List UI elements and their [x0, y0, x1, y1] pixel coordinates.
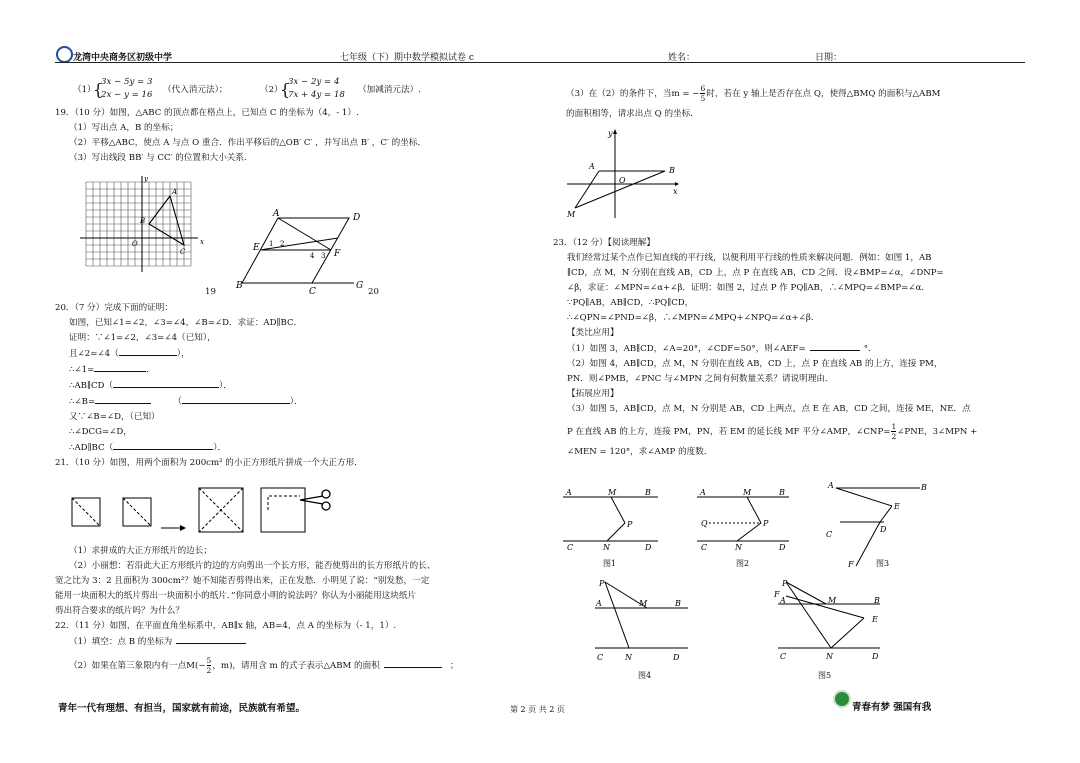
svg-text:A: A [780, 596, 786, 605]
q20-blank3[interactable] [113, 378, 219, 388]
q20-blank4[interactable] [95, 394, 151, 404]
svg-text:B: B [236, 281, 243, 291]
svg-text:B: B [645, 488, 651, 497]
name-label: 姓名： [668, 53, 696, 63]
figure-19-grid [80, 176, 210, 280]
q22-part1: （1）填空：点 B 的坐标为 [55, 634, 545, 650]
svg-text:E: E [253, 243, 260, 253]
svg-text:N: N [826, 652, 833, 661]
svg-text:4: 4 [310, 252, 315, 260]
exam-title: 七年级（下）期中数学模拟试卷 c [340, 53, 474, 63]
svg-text:C: C [780, 652, 787, 661]
q20-stem: 20．（7 分）完成下面的证明： [55, 303, 173, 313]
svg-text:y: y [608, 129, 613, 138]
svg-text:A: A [828, 481, 834, 490]
q21-part2-line2: 宽之比为 3：2 且面积为 300cm²？她不知能否剪得出来，正在发愁．小明见了说：“别发愁，一定 [55, 576, 430, 586]
svg-text:O: O [619, 176, 626, 185]
q21-part1: （1）求拼成的大正方形纸片的边长； [69, 546, 212, 556]
q23-read-4: ∵PQ∥AB，AB∥CD，∴PQ∥CD， [567, 298, 694, 308]
svg-text:A: A [700, 488, 706, 497]
figure-20-parallelogram [232, 208, 382, 297]
q20-line6: ∴∠DCG=∠D， [69, 427, 132, 437]
svg-text:C: C [180, 248, 186, 256]
figure-2-caption: 图2 [736, 559, 750, 568]
q23-read-1: 我们经常过某个点作已知直线的平行线，以便利用平行线的性质来解决问题．例如：如图 1，AB [567, 253, 932, 263]
q20-blank5[interactable] [182, 394, 290, 404]
svg-text:2: 2 [280, 240, 285, 248]
figure-3-caption: 图3 [876, 559, 890, 568]
svg-text:D: D [353, 213, 361, 223]
svg-text:E: E [872, 615, 878, 624]
q20-line1: 且∠2=∠4（ ）， [55, 346, 545, 362]
svg-text:C: C [567, 543, 574, 552]
q23-extension-heading: 【拓展应用】 [567, 389, 619, 399]
svg-text:3: 3 [321, 252, 326, 260]
school-logo [56, 46, 73, 63]
q20-blank2[interactable] [94, 362, 146, 372]
figure-q23-4 [593, 576, 693, 670]
figure-q23-1 [563, 485, 663, 559]
svg-text:x: x [200, 238, 204, 246]
q21-stem: 21．（10 分）如图，用两个面积为 200cm² 的小正方形纸片拼成一个大正方形． [55, 458, 363, 468]
q23-blank1[interactable] [810, 341, 860, 351]
svg-text:F: F [848, 560, 854, 569]
svg-text:N: N [735, 543, 742, 552]
q23-block [553, 236, 1033, 460]
svg-text:P: P [627, 520, 633, 529]
q23-read-5: ∴∠QPN=∠PND=∠β，∴∠MPN=∠MPQ+∠NPQ=∠α+∠β． [567, 313, 820, 323]
q20-line2: ∴∠1= ． [55, 362, 545, 378]
svg-text:C: C [701, 543, 708, 552]
svg-text:B: B [779, 488, 785, 497]
svg-text:C: C [597, 653, 604, 662]
svg-text:1: 1 [269, 240, 274, 248]
svg-text:y: y [144, 175, 148, 183]
figure-q23-2 [697, 485, 797, 559]
svg-text:P: P [763, 519, 769, 528]
svg-text:B: B [921, 483, 927, 492]
svg-text:D: D [880, 525, 887, 534]
figure-21-squares [68, 486, 358, 540]
svg-text:D: D [779, 543, 786, 552]
footer-badge-icon [833, 690, 851, 708]
date-label: 日期： [815, 53, 843, 63]
q19-part2: （2）平移△ABC，使点 A 与点 O 重合．作出平移后的△OB′ C′ ，并写出点 B′ ，C′ 的坐标． [69, 138, 427, 148]
svg-text:A: A [589, 162, 595, 171]
svg-text:A: A [566, 488, 572, 497]
q23-read-3: ∠β，求证：∠MPN=∠α+∠β．证明：如图 2，过点 P 作 PQ∥AB，∴∠MPQ=∠BMP=∠α． [567, 283, 930, 293]
q19-stem: 19．（10 分）如图，△ABC 的顶点都在格点上，已知点 C 的坐标为（4，- 1）. [55, 108, 359, 118]
q20-line3: ∴AB∥CD（ ）． [55, 378, 545, 394]
q19-part3: （3）写出线段 BB′ 与 CC′ 的位置和大小关系． [69, 153, 253, 163]
svg-text:B: B [140, 217, 146, 225]
svg-text:O: O [132, 240, 138, 248]
q22-part3-line2: 的面积相等，请求出点 Q 的坐标． [566, 109, 699, 119]
svg-text:D: D [645, 543, 652, 552]
svg-text:B: B [874, 596, 880, 605]
svg-text:D: D [673, 653, 680, 662]
q20-line4: ∴∠B= （ ）． [55, 394, 545, 410]
header-rule [55, 62, 1025, 63]
q20-line5: 又∵∠B=∠D，（已知） [69, 412, 160, 422]
svg-text:C: C [309, 287, 316, 297]
svg-text:D: D [872, 652, 879, 661]
svg-text:A: A [596, 599, 602, 608]
svg-text:x: x [673, 187, 678, 196]
svg-text:Q: Q [701, 519, 708, 528]
q23-read-2: ∥CD，点 M，N 分别在直线 AB，CD 上，点 P 在直线 AB，CD 之间．设∠BMP=∠α，∠DNP= [567, 268, 944, 278]
svg-text:F: F [774, 590, 780, 599]
q20-line7: ∴AD∥BC（ ）． [55, 440, 545, 456]
svg-text:P: P [599, 579, 605, 588]
figure-q23-5 [776, 576, 886, 670]
q21-q22-block [55, 544, 545, 675]
svg-text:A: A [172, 188, 178, 196]
q20-blank6[interactable] [113, 440, 213, 450]
q23-part3-line2: P 在直线 AB 的上方，连接 PM，PN，若 EM 的延长线 MF 平分∠AMP，∠CNP= $\frac{1}{2}$ ∠PNE，3∠MPN + [567, 422, 978, 441]
svg-text:B: B [669, 166, 675, 175]
figure-5-caption: 图5 [818, 671, 832, 680]
q23-analogy-heading: 【类比应用】 [567, 328, 619, 338]
q18-systems: （1） { 3x − 5y = 3 2x − y = 16 （代入消元法）； （2） { 3x − 2y = 4 7x + 4y = 18 （加减消元法）. [73, 77, 421, 100]
svg-text:B: B [675, 599, 681, 608]
right-column-top [566, 84, 1036, 122]
svg-text:F: F [334, 249, 341, 259]
footer-motto-right: 青春有梦 强国有我 [852, 702, 932, 713]
footer-motto-left: 青年一代有理想、有担当，国家就有前途，民族就有希望。 [58, 703, 306, 714]
svg-text:N: N [603, 543, 610, 552]
figure-4-caption: 图4 [638, 671, 652, 680]
q23-part2-line2: PN．则∠PMB，∠PNC 与∠MPN 之间有何数量关系？请说明理由． [567, 374, 834, 384]
q21-part2-line1: （2）小丽想：若沿此大正方形纸片的边的方向剪出一个长方形，能否使剪出的长方形纸片的长、 [69, 561, 436, 571]
svg-text:G: G [356, 281, 364, 291]
q23-stem: 23．（12 分）【阅读理解】 [553, 238, 655, 248]
page-number: 第 2 页 共 2 页 [510, 705, 565, 714]
svg-text:M: M [567, 210, 576, 219]
figure-22-coordinate [565, 128, 685, 227]
left-column [55, 76, 545, 166]
svg-text:C: C [826, 530, 833, 539]
q22-part3-line1: （3）在（2）的条件下，当m = − $\frac{6}{5}$ 时，若在 y 轴上是否存在点 Q，使得△BMQ 的面积与△ABM [566, 84, 941, 103]
q22-stem: 22．（11 分）如图，在平面直角坐标系中，AB∥x 轴，AB=4，点 A 的坐标为（- 1，1）. [55, 621, 397, 631]
q20-blank1[interactable] [119, 346, 177, 356]
q21-part2-line4: 剪出符合要求的纸片吗？为什么？ [55, 606, 184, 616]
q22-blank1[interactable] [176, 634, 246, 644]
q21-part2-line3: 能用一块面积大的纸片剪出一块面积小的纸片．”你同意小明的说法吗？你认为小丽能用这块纸片 [55, 591, 417, 601]
q23-part2-line1: （2）如图 4，AB∥CD，点 M，N 分别在直线 AB，CD 上，点 P 在直线 AB 的上方，连接 PM， [567, 359, 943, 369]
svg-text:M: M [608, 488, 617, 497]
q19-part1: （1）写出点 A，B 的坐标； [69, 123, 179, 133]
q23-part1: （1）如图 3，AB∥CD，∠A=20°，∠CDF=50°，则∠AEF= °． [553, 341, 1033, 357]
school-name: 龙湾中央商务区初级中学 [73, 53, 173, 63]
q20-block [55, 301, 545, 471]
figure-1-caption: 图1 [603, 559, 617, 568]
q23-part3-line1: （3）如图 5，AB∥CD，点 M，N 分别是 AB，CD 上两点，点 E 在 AB，CD 之间，连接 ME，NE．点 [567, 404, 971, 414]
q20-proof-start: 证明：∵∠1=∠2，∠3=∠4（已知）， [69, 333, 216, 343]
svg-text:M: M [639, 599, 648, 608]
q23-part3-line3: ∠MEN = 120°，求∠AMP 的度数． [567, 447, 713, 457]
svg-text:E: E [894, 502, 900, 511]
svg-text:A: A [273, 209, 280, 219]
q22-blank2[interactable] [384, 658, 442, 668]
svg-text:M: M [743, 488, 752, 497]
q20-given: 如图，已知∠1=∠2，∠3=∠4，∠B=∠D．求证：AD∥BC． [69, 318, 303, 328]
svg-text:P: P [782, 579, 788, 588]
figure-19-label: 19 [205, 287, 216, 297]
q22-part2: （2）如果在第三象限内有一点M(− $\frac{5}{2}$ ，m)，请用含 m 的式子表示△ABM 的面积 ； [69, 656, 459, 675]
svg-text:M: M [828, 596, 837, 605]
figure-20-label: 20 [368, 287, 379, 297]
svg-text:N: N [625, 653, 632, 662]
